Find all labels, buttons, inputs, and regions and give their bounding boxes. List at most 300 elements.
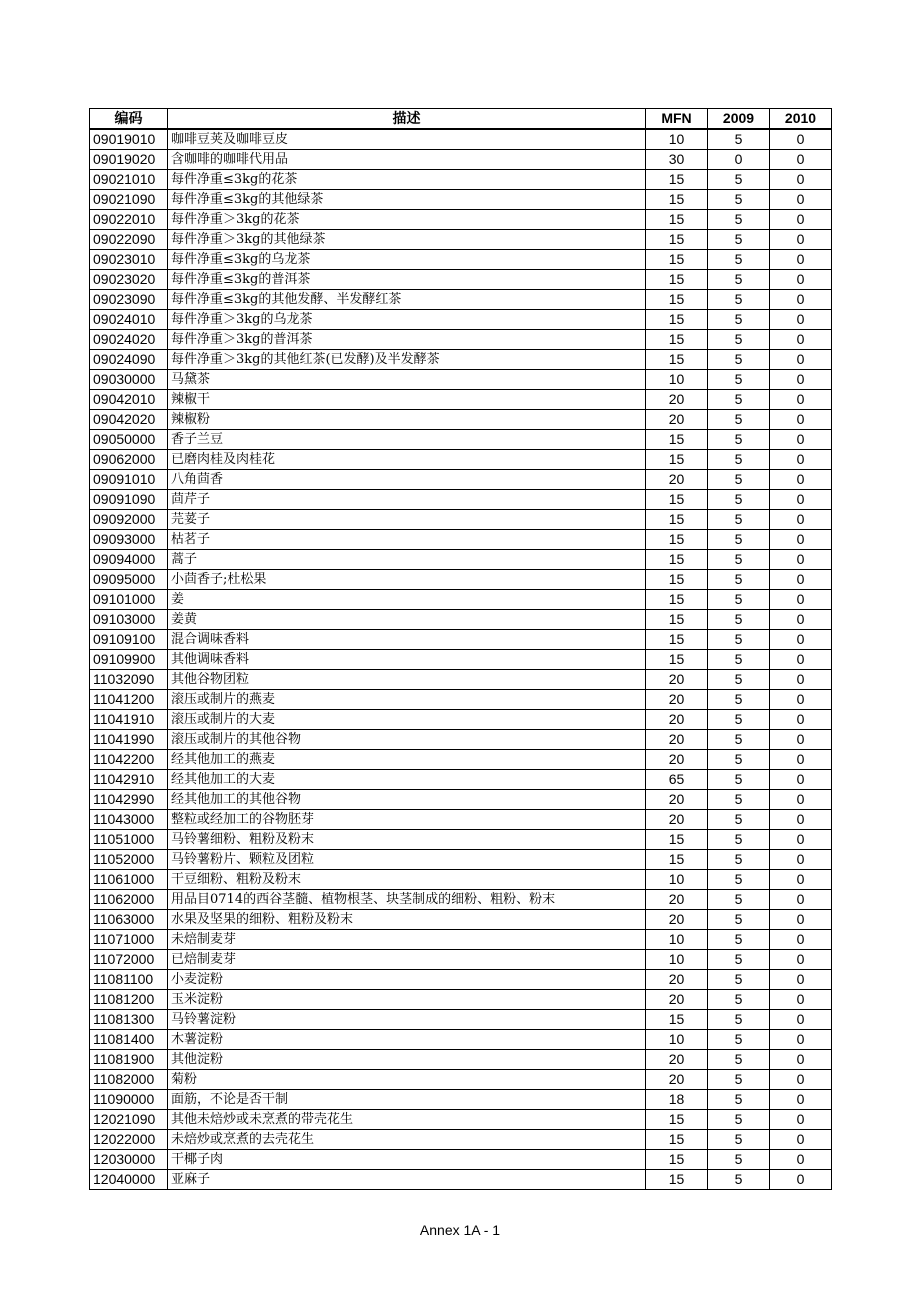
tariff-code: 09023020	[90, 270, 168, 290]
rate-2009: 5	[708, 1050, 770, 1070]
rate-2009: 5	[708, 770, 770, 790]
mfn-rate: 20	[646, 670, 708, 690]
mfn-rate: 10	[646, 950, 708, 970]
table-row	[90, 830, 832, 850]
description: 茴芹子	[168, 490, 646, 510]
rate-2010: 0	[770, 910, 832, 930]
table-row	[90, 150, 832, 170]
description: 木薯淀粉	[168, 1030, 646, 1050]
description: 经其他加工的燕麦	[168, 750, 646, 770]
rate-2010: 0	[770, 350, 832, 370]
description: 已焙制麦芽	[168, 950, 646, 970]
rate-2010: 0	[770, 970, 832, 990]
rate-2010: 0	[770, 510, 832, 530]
mfn-rate: 20	[646, 790, 708, 810]
mfn-rate: 15	[646, 1130, 708, 1150]
mfn-rate: 15	[646, 590, 708, 610]
rate-2010: 0	[770, 390, 832, 410]
mfn-rate: 15	[646, 530, 708, 550]
rate-2009: 5	[708, 610, 770, 630]
mfn-rate: 15	[646, 290, 708, 310]
tariff-code: 09092000	[90, 510, 168, 530]
rate-2010: 0	[770, 690, 832, 710]
rate-2010: 0	[770, 430, 832, 450]
rate-2009: 5	[708, 730, 770, 750]
tariff-code: 11052000	[90, 850, 168, 870]
rate-2009: 5	[708, 330, 770, 350]
mfn-rate: 20	[646, 1070, 708, 1090]
description: 其他淀粉	[168, 1050, 646, 1070]
rate-2010: 0	[770, 590, 832, 610]
rate-2010: 0	[770, 770, 832, 790]
tariff-code: 09030000	[90, 370, 168, 390]
mfn-rate: 20	[646, 1050, 708, 1070]
tariff-code: 11051000	[90, 830, 168, 850]
rate-2009: 5	[708, 250, 770, 270]
rate-2009: 5	[708, 850, 770, 870]
mfn-rate: 15	[646, 170, 708, 190]
tariff-code: 11090000	[90, 1090, 168, 1110]
page-footer: Annex 1A - 1	[419, 1222, 501, 1238]
table-row	[90, 350, 832, 370]
mfn-rate: 15	[646, 1110, 708, 1130]
mfn-rate: 20	[646, 710, 708, 730]
tariff-code: 09019010	[90, 129, 168, 150]
tariff-code: 11063000	[90, 910, 168, 930]
description: 经其他加工的其他谷物	[168, 790, 646, 810]
rate-2010: 0	[770, 850, 832, 870]
rate-2010: 0	[770, 950, 832, 970]
rate-2009: 5	[708, 910, 770, 930]
rate-2010: 0	[770, 1050, 832, 1070]
rate-2010: 0	[770, 1150, 832, 1170]
mfn-rate: 65	[646, 770, 708, 790]
mfn-rate: 20	[646, 730, 708, 750]
header-description: 描述	[168, 109, 646, 130]
tariff-code: 09050000	[90, 430, 168, 450]
rate-2010: 0	[770, 210, 832, 230]
table-row	[90, 1130, 832, 1150]
description: 芫荽子	[168, 510, 646, 530]
rate-2010: 0	[770, 230, 832, 250]
rate-2009: 5	[708, 1090, 770, 1110]
description: 含咖啡的咖啡代用品	[168, 150, 646, 170]
table-row	[90, 670, 832, 690]
rate-2009: 5	[708, 630, 770, 650]
description: 姜	[168, 590, 646, 610]
tariff-code: 11082000	[90, 1070, 168, 1090]
rate-2010: 0	[770, 550, 832, 570]
tariff-code: 09024020	[90, 330, 168, 350]
rate-2010: 0	[770, 710, 832, 730]
rate-2009: 5	[708, 290, 770, 310]
table-row	[90, 710, 832, 730]
rate-2009: 5	[708, 970, 770, 990]
tariff-code: 09023010	[90, 250, 168, 270]
mfn-rate: 10	[646, 870, 708, 890]
tariff-code: 09101000	[90, 590, 168, 610]
description: 每件净重＞3kg的乌龙茶	[168, 310, 646, 330]
rate-2010: 0	[770, 630, 832, 650]
rate-2009: 5	[708, 470, 770, 490]
table-row	[90, 750, 832, 770]
rate-2009: 5	[708, 710, 770, 730]
mfn-rate: 15	[646, 1010, 708, 1030]
description: 小茴香子;杜松果	[168, 570, 646, 590]
mfn-rate: 10	[646, 930, 708, 950]
rate-2010: 0	[770, 190, 832, 210]
mfn-rate: 15	[646, 650, 708, 670]
table-row	[90, 690, 832, 710]
tariff-code: 09024010	[90, 310, 168, 330]
rate-2010: 0	[770, 410, 832, 430]
table-row	[90, 730, 832, 750]
rate-2009: 5	[708, 350, 770, 370]
table-row	[90, 210, 832, 230]
rate-2009: 5	[708, 410, 770, 430]
table-row	[90, 990, 832, 1010]
description: 菊粉	[168, 1070, 646, 1090]
table-row	[90, 630, 832, 650]
table-row	[90, 550, 832, 570]
table-row	[90, 850, 832, 870]
rate-2010: 0	[770, 570, 832, 590]
rate-2009: 5	[708, 370, 770, 390]
rate-2010: 0	[770, 450, 832, 470]
tariff-code: 09019020	[90, 150, 168, 170]
rate-2009: 5	[708, 210, 770, 230]
mfn-rate: 15	[646, 430, 708, 450]
tariff-code: 11081100	[90, 970, 168, 990]
rate-2009: 5	[708, 270, 770, 290]
tariff-code: 11071000	[90, 930, 168, 950]
table-row	[90, 470, 832, 490]
rate-2009: 5	[708, 1030, 770, 1050]
table-row	[90, 1050, 832, 1070]
description: 枯茗子	[168, 530, 646, 550]
mfn-rate: 15	[646, 230, 708, 250]
header-2010: 2010	[770, 109, 832, 130]
rate-2009: 5	[708, 310, 770, 330]
description: 每件净重＞3kg的花茶	[168, 210, 646, 230]
rate-2010: 0	[770, 370, 832, 390]
table-row	[90, 1110, 832, 1130]
tariff-code: 09109100	[90, 630, 168, 650]
tariff-code: 11042910	[90, 770, 168, 790]
tariff-code: 09022090	[90, 230, 168, 250]
tariff-code: 11042990	[90, 790, 168, 810]
rate-2010: 0	[770, 830, 832, 850]
table-row	[90, 530, 832, 550]
rate-2010: 0	[770, 930, 832, 950]
tariff-code: 11081900	[90, 1050, 168, 1070]
mfn-rate: 15	[646, 490, 708, 510]
mfn-rate: 10	[646, 1030, 708, 1050]
rate-2009: 5	[708, 1070, 770, 1090]
rate-2009: 5	[708, 810, 770, 830]
rate-2010: 0	[770, 490, 832, 510]
table-row	[90, 430, 832, 450]
table-row	[90, 570, 832, 590]
description: 每件净重≤3kg的其他绿茶	[168, 190, 646, 210]
tariff-code: 09094000	[90, 550, 168, 570]
rate-2010: 0	[770, 890, 832, 910]
description: 每件净重＞3kg的其他绿茶	[168, 230, 646, 250]
rate-2009: 5	[708, 450, 770, 470]
rate-2009: 5	[708, 670, 770, 690]
rate-2009: 5	[708, 1170, 770, 1190]
rate-2009: 5	[708, 1010, 770, 1030]
rate-2010: 0	[770, 270, 832, 290]
rate-2009: 5	[708, 690, 770, 710]
rate-2010: 0	[770, 650, 832, 670]
description: 咖啡豆荚及咖啡豆皮	[168, 129, 646, 150]
rate-2010: 0	[770, 150, 832, 170]
rate-2009: 5	[708, 129, 770, 150]
rate-2010: 0	[770, 730, 832, 750]
tariff-code: 11042200	[90, 750, 168, 770]
rate-2010: 0	[770, 290, 832, 310]
description: 滚压或制片的其他谷物	[168, 730, 646, 750]
rate-2009: 5	[708, 510, 770, 530]
rate-2009: 5	[708, 550, 770, 570]
mfn-rate: 15	[646, 250, 708, 270]
description: 马铃薯细粉、粗粉及粉末	[168, 830, 646, 850]
table-row	[90, 230, 832, 250]
description: 其他调味香料	[168, 650, 646, 670]
mfn-rate: 20	[646, 970, 708, 990]
table-row	[90, 190, 832, 210]
tariff-code: 11041910	[90, 710, 168, 730]
description: 每件净重≤3kg的普洱茶	[168, 270, 646, 290]
rate-2009: 5	[708, 570, 770, 590]
description: 未焙炒或烹煮的去壳花生	[168, 1130, 646, 1150]
description: 每件净重＞3kg的其他红茶(已发酵)及半发酵茶	[168, 350, 646, 370]
rate-2009: 5	[708, 870, 770, 890]
tariff-code: 09042020	[90, 410, 168, 430]
rate-2010: 0	[770, 1110, 832, 1130]
table-row	[90, 510, 832, 530]
tariff-code: 09021010	[90, 170, 168, 190]
rate-2009: 5	[708, 890, 770, 910]
table-row	[90, 770, 832, 790]
rate-2009: 5	[708, 750, 770, 770]
tariff-code: 09023090	[90, 290, 168, 310]
description: 每件净重≤3kg的花茶	[168, 170, 646, 190]
table-row	[90, 870, 832, 890]
rate-2010: 0	[770, 810, 832, 830]
rate-2009: 5	[708, 390, 770, 410]
table-row	[90, 270, 832, 290]
rate-2010: 0	[770, 530, 832, 550]
description: 每件净重≤3kg的其他发酵、半发酵红茶	[168, 290, 646, 310]
mfn-rate: 15	[646, 570, 708, 590]
rate-2010: 0	[770, 1170, 832, 1190]
rate-2010: 0	[770, 250, 832, 270]
tariff-code: 11043000	[90, 810, 168, 830]
table-row	[90, 910, 832, 930]
table-row	[90, 129, 832, 150]
mfn-rate: 20	[646, 390, 708, 410]
header-2009: 2009	[708, 109, 770, 130]
rate-2010: 0	[770, 129, 832, 150]
rate-2009: 5	[708, 1110, 770, 1130]
rate-2009: 5	[708, 1150, 770, 1170]
table-row	[90, 930, 832, 950]
description: 每件净重＞3kg的普洱茶	[168, 330, 646, 350]
tariff-code: 09091010	[90, 470, 168, 490]
rate-2009: 5	[708, 1130, 770, 1150]
table-row	[90, 450, 832, 470]
rate-2010: 0	[770, 870, 832, 890]
table-row	[90, 250, 832, 270]
table-row	[90, 410, 832, 430]
rate-2010: 0	[770, 310, 832, 330]
description: 马黛茶	[168, 370, 646, 390]
description: 玉米淀粉	[168, 990, 646, 1010]
tariff-code: 09095000	[90, 570, 168, 590]
mfn-rate: 20	[646, 470, 708, 490]
rate-2009: 5	[708, 170, 770, 190]
description: 每件净重≤3kg的乌龙茶	[168, 250, 646, 270]
tariff-code: 11041200	[90, 690, 168, 710]
mfn-rate: 20	[646, 890, 708, 910]
mfn-rate: 18	[646, 1090, 708, 1110]
mfn-rate: 15	[646, 450, 708, 470]
tariff-code: 11081400	[90, 1030, 168, 1050]
description: 水果及坚果的细粉、粗粉及粉末	[168, 910, 646, 930]
description: 经其他加工的大麦	[168, 770, 646, 790]
description: 马铃薯淀粉	[168, 1010, 646, 1030]
table-row	[90, 790, 832, 810]
table-row	[90, 610, 832, 630]
mfn-rate: 10	[646, 129, 708, 150]
tariff-code: 09022010	[90, 210, 168, 230]
description: 未焙制麦芽	[168, 930, 646, 950]
header-mfn: MFN	[646, 109, 708, 130]
tariff-table	[89, 108, 832, 1190]
table-row	[90, 370, 832, 390]
mfn-rate: 15	[646, 630, 708, 650]
table-body	[90, 129, 832, 1190]
mfn-rate: 15	[646, 550, 708, 570]
tariff-code: 09091090	[90, 490, 168, 510]
description: 已磨肉桂及肉桂花	[168, 450, 646, 470]
description: 八角茴香	[168, 470, 646, 490]
table-row	[90, 1090, 832, 1110]
rate-2009: 5	[708, 430, 770, 450]
table-header-row	[90, 109, 832, 130]
tariff-code: 12022000	[90, 1130, 168, 1150]
mfn-rate: 15	[646, 330, 708, 350]
mfn-rate: 30	[646, 150, 708, 170]
rate-2010: 0	[770, 170, 832, 190]
rate-2009: 5	[708, 930, 770, 950]
description: 蒿子	[168, 550, 646, 570]
description: 混合调味香料	[168, 630, 646, 650]
mfn-rate: 20	[646, 910, 708, 930]
tariff-code: 11041990	[90, 730, 168, 750]
rate-2010: 0	[770, 1070, 832, 1090]
table-row	[90, 1070, 832, 1090]
tariff-code: 09024090	[90, 350, 168, 370]
mfn-rate: 20	[646, 410, 708, 430]
mfn-rate: 15	[646, 210, 708, 230]
tariff-code: 09109900	[90, 650, 168, 670]
tariff-code: 12021090	[90, 1110, 168, 1130]
description: 整粒或经加工的谷物胚芽	[168, 810, 646, 830]
rate-2009: 5	[708, 190, 770, 210]
mfn-rate: 15	[646, 350, 708, 370]
mfn-rate: 10	[646, 370, 708, 390]
description: 面筋，不论是否干制	[168, 1090, 646, 1110]
table-row	[90, 1030, 832, 1050]
table-row	[90, 1170, 832, 1190]
tariff-code: 11081300	[90, 1010, 168, 1030]
rate-2009: 5	[708, 990, 770, 1010]
rate-2009: 5	[708, 230, 770, 250]
mfn-rate: 20	[646, 750, 708, 770]
rate-2009: 5	[708, 830, 770, 850]
tariff-code: 09021090	[90, 190, 168, 210]
rate-2010: 0	[770, 990, 832, 1010]
description: 干椰子肉	[168, 1150, 646, 1170]
description: 亚麻子	[168, 1170, 646, 1190]
table-row	[90, 310, 832, 330]
table-row	[90, 890, 832, 910]
rate-2009: 5	[708, 950, 770, 970]
table-row	[90, 950, 832, 970]
rate-2009: 5	[708, 650, 770, 670]
mfn-rate: 15	[646, 1170, 708, 1190]
tariff-code: 11072000	[90, 950, 168, 970]
table-row	[90, 1010, 832, 1030]
description: 小麦淀粉	[168, 970, 646, 990]
rate-2010: 0	[770, 1030, 832, 1050]
rate-2010: 0	[770, 1090, 832, 1110]
mfn-rate: 20	[646, 990, 708, 1010]
tariff-code: 12030000	[90, 1150, 168, 1170]
table-row	[90, 170, 832, 190]
description: 马铃薯粉片、颗粒及团粒	[168, 850, 646, 870]
table-row	[90, 810, 832, 830]
rate-2010: 0	[770, 790, 832, 810]
header-code: 编码	[90, 109, 168, 130]
description: 姜黄	[168, 610, 646, 630]
tariff-code: 11032090	[90, 670, 168, 690]
mfn-rate: 15	[646, 830, 708, 850]
description: 干豆细粉、粗粉及粉末	[168, 870, 646, 890]
description: 滚压或制片的燕麦	[168, 690, 646, 710]
mfn-rate: 20	[646, 810, 708, 830]
tariff-code: 09093000	[90, 530, 168, 550]
rate-2010: 0	[770, 750, 832, 770]
description: 辣椒干	[168, 390, 646, 410]
tariff-code: 11062000	[90, 890, 168, 910]
table-row	[90, 290, 832, 310]
mfn-rate: 15	[646, 610, 708, 630]
table-row	[90, 590, 832, 610]
rate-2010: 0	[770, 610, 832, 630]
tariff-code: 12040000	[90, 1170, 168, 1190]
rate-2010: 0	[770, 330, 832, 350]
table-row	[90, 1150, 832, 1170]
description: 用品目0714的西谷茎髓、植物根茎、块茎制成的细粉、粗粉、粉末	[168, 890, 646, 910]
rate-2009: 5	[708, 530, 770, 550]
rate-2009: 5	[708, 590, 770, 610]
table-row	[90, 970, 832, 990]
tariff-code: 09042010	[90, 390, 168, 410]
